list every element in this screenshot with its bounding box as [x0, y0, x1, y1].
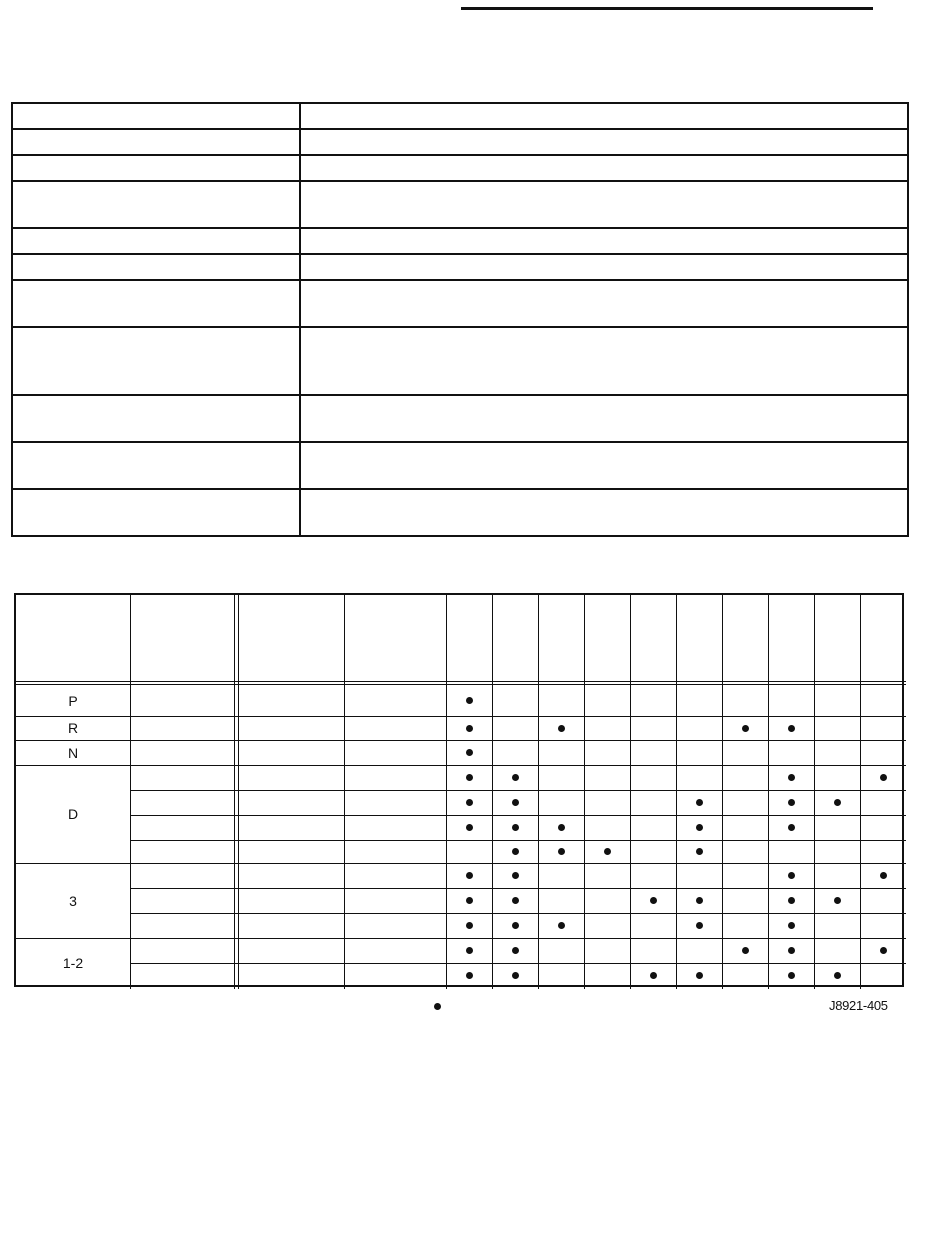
spec-label-cell [12, 489, 300, 536]
column-divider [584, 595, 585, 989]
spec-label-cell [12, 155, 300, 181]
row-divider [16, 938, 906, 939]
spec-label-cell [12, 181, 300, 228]
applied-indicator-dot [466, 897, 473, 904]
applied-indicator-dot [512, 922, 519, 929]
applied-indicator-dot [558, 824, 565, 831]
spec-value-cell [300, 442, 908, 489]
applied-indicator-dot [696, 799, 703, 806]
position-label: N [67, 744, 79, 761]
specification-table [11, 102, 909, 537]
row-divider [16, 863, 906, 864]
position-label: P [68, 692, 78, 709]
applied-indicator-dot [788, 872, 795, 879]
applied-indicator-dot [880, 947, 887, 954]
spec-label-cell [12, 103, 300, 129]
spec-value-cell [300, 254, 908, 280]
spec-value-cell [300, 327, 908, 395]
applied-indicator-dot [788, 799, 795, 806]
spec-row [12, 103, 908, 129]
spec-label-cell [12, 327, 300, 395]
applied-indicator-dot [696, 848, 703, 855]
legend-dot-icon [434, 1003, 441, 1010]
applied-indicator-dot [558, 725, 565, 732]
applied-indicator-dot [696, 824, 703, 831]
applied-indicator-dot [466, 697, 473, 704]
applied-indicator-dot [466, 799, 473, 806]
position-label: R [67, 720, 79, 736]
applied-indicator-dot [512, 972, 519, 979]
spec-row [12, 228, 908, 254]
applied-indicator-dot [512, 897, 519, 904]
row-divider [130, 815, 906, 816]
spec-row [12, 254, 908, 280]
applied-indicator-dot [466, 947, 473, 954]
row-divider [130, 790, 906, 791]
spec-row [12, 181, 908, 228]
applied-indicator-dot [788, 922, 795, 929]
applied-indicator-dot [742, 947, 749, 954]
applied-indicator-dot [466, 922, 473, 929]
column-divider [860, 595, 861, 989]
spec-value-cell [300, 155, 908, 181]
applied-indicator-dot [466, 972, 473, 979]
applied-indicator-dot [512, 947, 519, 954]
applied-indicator-dot [558, 848, 565, 855]
applied-indicator-dot [696, 972, 703, 979]
column-divider [130, 595, 131, 989]
applied-indicator-dot [834, 897, 841, 904]
applied-indicator-dot [880, 774, 887, 781]
applied-indicator-dot [512, 774, 519, 781]
row-divider [130, 963, 906, 964]
applied-indicator-dot [466, 774, 473, 781]
spec-value-cell [300, 228, 908, 254]
spec-row [12, 129, 908, 155]
applied-indicator-dot [834, 972, 841, 979]
applied-indicator-dot [696, 897, 703, 904]
header-divider [16, 681, 906, 682]
spec-value-cell [300, 181, 908, 228]
applied-indicator-dot [788, 824, 795, 831]
applied-indicator-dot [512, 872, 519, 879]
column-divider [722, 595, 723, 989]
spec-label-cell [12, 129, 300, 155]
applied-indicator-dot [788, 947, 795, 954]
column-divider [630, 595, 631, 989]
applied-indicator-dot [604, 848, 611, 855]
spec-row [12, 327, 908, 395]
spec-value-cell [300, 489, 908, 536]
column-divider [768, 595, 769, 989]
applied-indicator-dot [788, 774, 795, 781]
applied-indicator-dot [512, 848, 519, 855]
header-rule [461, 7, 873, 10]
column-divider [814, 595, 815, 989]
spec-label-cell [12, 442, 300, 489]
row-divider [130, 913, 906, 914]
shift-application-chart [14, 593, 904, 987]
applied-indicator-dot [466, 749, 473, 756]
column-divider [676, 595, 677, 989]
spec-value-cell [300, 103, 908, 129]
column-divider [492, 595, 493, 989]
applied-indicator-dot [742, 725, 749, 732]
spec-value-cell [300, 395, 908, 442]
column-divider [234, 595, 235, 989]
spec-value-cell [300, 129, 908, 155]
column-divider [538, 595, 539, 989]
applied-indicator-dot [696, 922, 703, 929]
column-divider [238, 595, 239, 989]
spec-row [12, 395, 908, 442]
position-label: 3 [69, 892, 77, 909]
column-divider [344, 595, 345, 989]
figure-id: J8921-405 [829, 998, 888, 1013]
applied-indicator-dot [512, 824, 519, 831]
row-divider [16, 740, 906, 741]
row-divider [130, 840, 906, 841]
applied-indicator-dot [650, 897, 657, 904]
row-divider [16, 716, 906, 717]
row-divider [16, 765, 906, 766]
applied-indicator-dot [880, 872, 887, 879]
spec-row [12, 489, 908, 536]
spec-row [12, 280, 908, 327]
applied-indicator-dot [788, 725, 795, 732]
applied-indicator-dot [788, 972, 795, 979]
applied-indicator-dot [466, 725, 473, 732]
row-divider [130, 888, 906, 889]
applied-indicator-dot [512, 799, 519, 806]
spec-label-cell [12, 280, 300, 327]
position-label: D [67, 806, 79, 822]
spec-label-cell [12, 228, 300, 254]
applied-indicator-dot [558, 922, 565, 929]
column-divider [446, 595, 447, 989]
spec-row [12, 155, 908, 181]
applied-indicator-dot [788, 897, 795, 904]
applied-indicator-dot [466, 824, 473, 831]
applied-indicator-dot [466, 872, 473, 879]
spec-row [12, 442, 908, 489]
header-divider [16, 684, 906, 685]
spec-label-cell [12, 254, 300, 280]
spec-label-cell [12, 395, 300, 442]
spec-value-cell [300, 280, 908, 327]
position-label: 1-2 [62, 954, 84, 971]
applied-indicator-dot [650, 972, 657, 979]
applied-indicator-dot [834, 799, 841, 806]
